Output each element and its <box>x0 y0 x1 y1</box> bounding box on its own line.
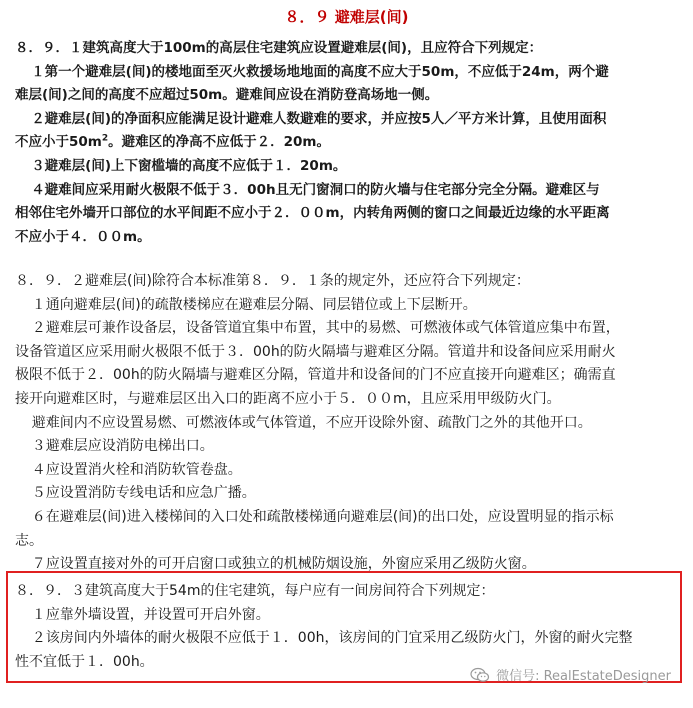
clause-item-cont: 接开向避难区时，与避难层区出入口的距离不应小于５．００m，且应采用甲级防火门。 <box>15 390 561 407</box>
section-title: ８．９ 避难层(间) <box>284 8 409 26</box>
clause-item: ２避难层(间)的净面积应能满足设计避难人数避难的要求，并应按5人／平方米计算，且使用面积 <box>31 110 607 127</box>
clause-heading: ８．９．１建筑高度大于100m的高层住宅建筑应设置避难层(间)，且应符合下列规定： <box>15 40 543 56</box>
clause-heading: ８．９．３建筑高度大于54m的住宅建筑，每户应有一间房间符合下列规定： <box>15 583 495 599</box>
clause-8-9-1 <box>15 37 677 249</box>
wechat-icon <box>470 667 490 683</box>
clause-8-9-2 <box>15 270 677 577</box>
clause-item: ４避难间应采用耐火极限不低于３．00h且无门窗洞口的防火墙与住宅部分完全分隔。避难区与 <box>31 181 600 198</box>
clause-item: ２该房间内外墙体的耐火极限不应低于１．00h，该房间的门宜采用乙级防火门，外窗的耐火完整 <box>31 630 633 647</box>
height-text: 。避难区的净高不应低于２．20m。 <box>108 134 330 151</box>
area-text: 不应小于50m <box>15 134 102 151</box>
clause-item: １通向避难层(间)的疏散楼梯应在避难层分隔、同层错位或上下层断开。 <box>31 296 477 313</box>
clause-item: ７应设置直接对外的可开启窗口或独立的机械防烟设施，外窗应采用乙级防火窗。 <box>31 556 536 573</box>
clause-item: ５应设置消防专线电话和应急广播。 <box>31 485 256 502</box>
clause-item-cont: 设备管道区应采用耐火极限不低于３．00h的防火隔墙与避难区分隔。管道井和设备间应采用耐火 <box>15 343 616 360</box>
clause-item: １第一个避难层(间)的楼地面至灭火救援场地地面的高度不应大于50m，不应低于24m，两个避 <box>31 63 609 80</box>
clause-item: １应靠外墙设置，并设置可开启外窗。 <box>31 606 270 623</box>
clause-item-cont: 不应小于４．００m。 <box>15 228 151 245</box>
clause-item-cont: 志。 <box>15 532 43 549</box>
watermark <box>470 665 671 684</box>
clause-item-cont: 性不宜低于１．00h。 <box>15 653 154 670</box>
clause-item: ３避难层应设消防电梯出口。 <box>31 438 214 455</box>
clause-item: 避难间内不应设置易燃、可燃液体或气体管道，不应开设除外窗、疏散门之外的其他开口。 <box>31 414 592 431</box>
clause-item-cont: 难层(间)之间的高度不应超过50m。避难间应设在消防登高场地一侧。 <box>15 87 439 104</box>
clause-item-cont: 相邻住宅外墙开口部位的水平间距不应小于２．００m，内转角两侧的窗口之间最近边缘的水平距离 <box>15 205 610 222</box>
clause-item-cont: 极限不低于２．00h的防火隔墙与避难区分隔，管道井和设备间的门不应直接开向避难区；确需直 <box>15 367 616 384</box>
clause-item: ３避难层(间)上下窗槛墙的高度不应低于１．20m。 <box>31 157 347 174</box>
watermark-label: 微信号: RealEstateDesigner <box>496 669 671 684</box>
clause-heading: ８．９．２避难层(间)除符合本标准第８．９．１条的规定外，还应符合下列规定： <box>15 273 530 289</box>
clause-item-cont <box>15 131 677 155</box>
clause-item: ４应设置消火栓和消防软管卷盘。 <box>31 461 242 478</box>
clause-8-9-3 <box>15 580 675 674</box>
clause-item: ６在避难层(间)进入楼梯间的入口处和疏散楼梯通向避难层(间)的出口处，应设置明显的指示标 <box>31 508 614 525</box>
superscript: 2 <box>101 133 109 144</box>
clause-item: ２避难层可兼作设备层，设备管道宜集中布置，其中的易燃、可燃液体或气体管道应集中布置， <box>31 320 620 337</box>
